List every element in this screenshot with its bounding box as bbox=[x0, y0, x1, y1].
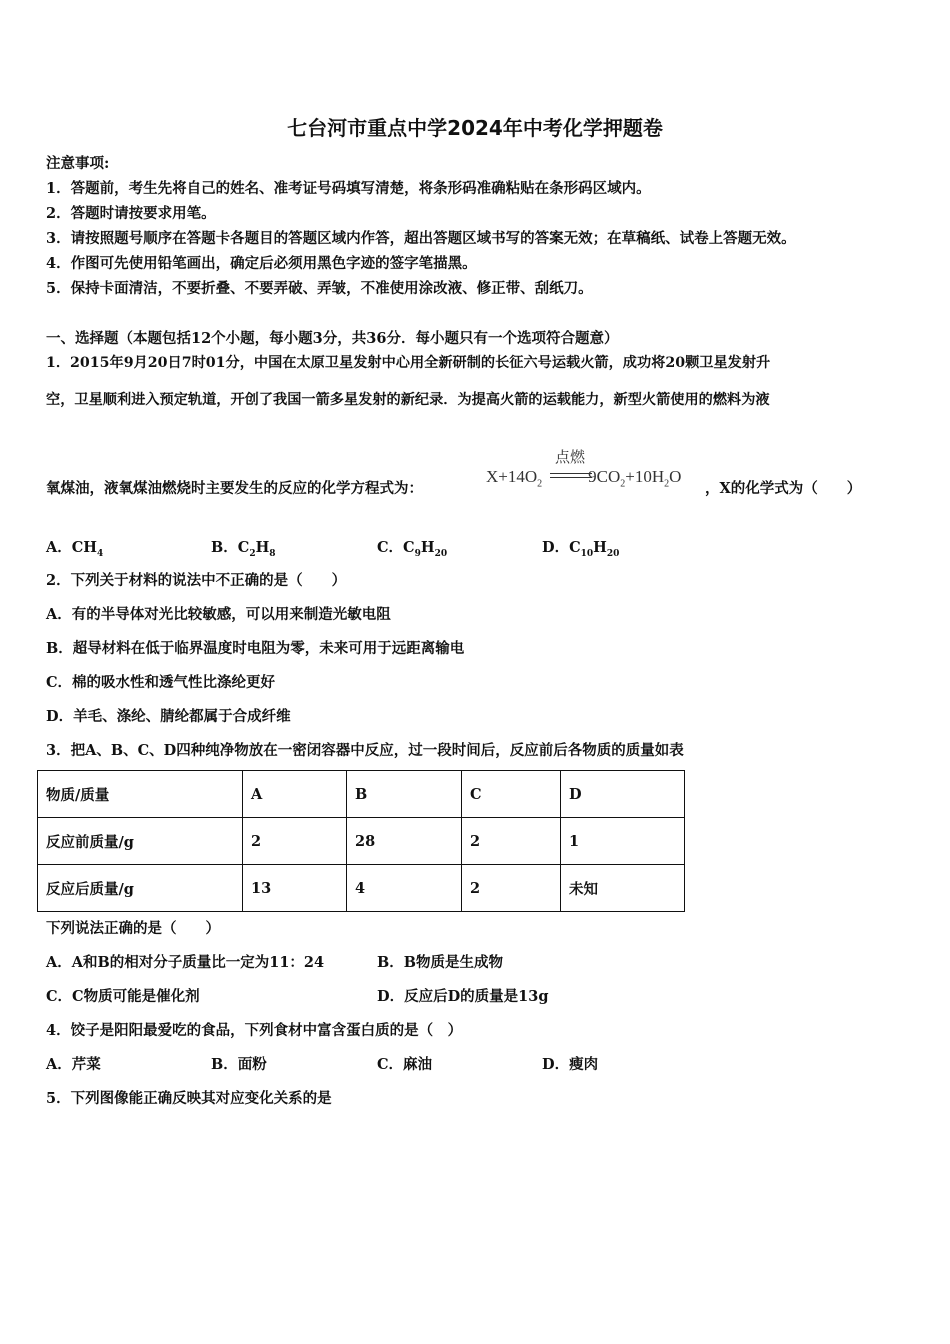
table-cell: 4 bbox=[347, 865, 462, 912]
table-cell: 反应后质量/g bbox=[38, 865, 243, 912]
q4-stem: 4．饺子是阳阳最爱吃的食品，下列食材中富含蛋白质的是（ ） bbox=[46, 1022, 463, 1039]
notice-item: 2．答题时请按要求用笔。 bbox=[46, 205, 216, 222]
q1-option-d[interactable]: D．$C_{10}H_{20}$ bbox=[542, 539, 620, 559]
table-cell: 13 bbox=[243, 865, 347, 912]
table-cell: 2 bbox=[462, 818, 561, 865]
q1-line3-suffix: ，X的化学式为（ ） bbox=[705, 480, 862, 497]
table-row bbox=[38, 771, 685, 818]
q3-option-a[interactable]: A．A和B的相对分子质量比一定为11：24 bbox=[46, 954, 325, 971]
notice-item: 5．保持卡面清洁，不要折叠、不要弄破、弄皱，不准使用涂改液、修正带、刮纸刀。 bbox=[46, 280, 593, 297]
equation-rhs: 9CO bbox=[588, 467, 621, 486]
mass-table bbox=[37, 770, 685, 912]
equation-sub: 2 bbox=[620, 478, 626, 490]
equation-rhs: O bbox=[669, 467, 682, 486]
q4-option-c[interactable]: C．麻油 bbox=[377, 1056, 433, 1073]
section-heading: 一、选择题（本题包括12个小题，每小题3分，共36分．每小题只有一个选项符合题意） bbox=[46, 330, 619, 347]
q1-option-a[interactable]: A．$CH_4$ bbox=[46, 539, 104, 559]
q2-option-c[interactable]: C．棉的吸水性和透气性比涤纶更好 bbox=[46, 674, 276, 691]
q3-option-d[interactable]: D．反应后D的质量是13g bbox=[377, 988, 549, 1005]
equation-sub: 2 bbox=[664, 478, 670, 490]
q4-option-d[interactable]: D．瘦肉 bbox=[542, 1056, 599, 1073]
q1-line1: 1．2015年9月20日7时01分，中国在太原卫星发射中心用全新研制的长征六号运载火箭，成功将20颗卫星发射升 bbox=[46, 355, 771, 371]
equation-sub: 2 bbox=[537, 478, 543, 490]
table-cell: 1 bbox=[561, 818, 685, 865]
table-cell: 反应前质量/g bbox=[38, 818, 243, 865]
q1-line3-prefix: 氧煤油，液氧煤油燃烧时主要发生的反应的化学方程式为： bbox=[46, 480, 423, 497]
page-title: 七台河市重点中学2024年中考化学押题卷 bbox=[287, 116, 663, 140]
equation-rhs: +10H bbox=[625, 467, 665, 486]
notice-heading: 注意事项: bbox=[46, 155, 110, 172]
table-cell: D bbox=[561, 771, 685, 818]
q2-option-a[interactable]: A．有的半导体对光比较敏感，可以用来制造光敏电阻 bbox=[46, 606, 391, 623]
q4-option-b[interactable]: B．面粉 bbox=[211, 1056, 267, 1073]
q5-stem: 5．下列图像能正确反映其对应变化关系的是 bbox=[46, 1090, 332, 1107]
table-cell: B bbox=[347, 771, 462, 818]
chemical-equation bbox=[486, 467, 681, 489]
notice-item: 1．答题前，考生先将自己的姓名、准考证号码填写清楚，将条形码准确粘贴在条形码区域内。 bbox=[46, 180, 651, 197]
table-cell: 物质/质量 bbox=[38, 771, 243, 818]
q4-option-a[interactable]: A．芹菜 bbox=[46, 1056, 101, 1073]
q3-option-c[interactable]: C．C物质可能是催化剂 bbox=[46, 988, 200, 1005]
table-row bbox=[38, 818, 685, 865]
equation-line bbox=[550, 477, 592, 478]
equation-line bbox=[550, 473, 592, 474]
q2-option-d[interactable]: D．羊毛、涤纶、腈纶都属于合成纤维 bbox=[46, 708, 291, 725]
table-cell: 2 bbox=[243, 818, 347, 865]
q2-stem: 2．下列关于材料的说法中不正确的是（ ） bbox=[46, 572, 347, 589]
notice-item: 4．作图可先使用铅笔画出，确定后必须用黑色字迹的签字笔描黑。 bbox=[46, 255, 477, 272]
q3-option-b[interactable]: B．B物质是生成物 bbox=[377, 954, 504, 971]
table-cell: 28 bbox=[347, 818, 462, 865]
q1-option-b[interactable]: B．$C_2H_8$ bbox=[211, 539, 276, 559]
q3-sub-stem: 下列说法正确的是（ ） bbox=[46, 920, 220, 937]
table-row bbox=[38, 865, 685, 912]
equation-lhs: X+14O bbox=[486, 467, 538, 486]
table-cell: 未知 bbox=[561, 865, 685, 912]
q2-option-b[interactable]: B．超导材料在低于临界温度时电阻为零，未来可用于远距离输电 bbox=[46, 640, 465, 657]
table-cell: A bbox=[243, 771, 347, 818]
q1-line2: 空，卫星顺利进入预定轨道，开创了我国一箭多星发射的新纪录．为提高火箭的运载能力，新型火箭使用的燃料为液 bbox=[46, 392, 770, 408]
table-cell: 2 bbox=[462, 865, 561, 912]
reaction-condition: 点燃 bbox=[555, 448, 586, 466]
q3-stem: 3．把A、B、C、D四种纯净物放在一密闭容器中反应，过一段时间后，反应前后各物质的质量如表 bbox=[46, 742, 684, 759]
notice-item: 3．请按照题号顺序在答题卡各题目的答题区域内作答，超出答题区域书写的答案无效；在草稿纸、试卷上答题无效。 bbox=[46, 230, 796, 247]
q1-option-c[interactable]: C．$C_9H_{20}$ bbox=[377, 539, 448, 559]
table-cell: C bbox=[462, 771, 561, 818]
